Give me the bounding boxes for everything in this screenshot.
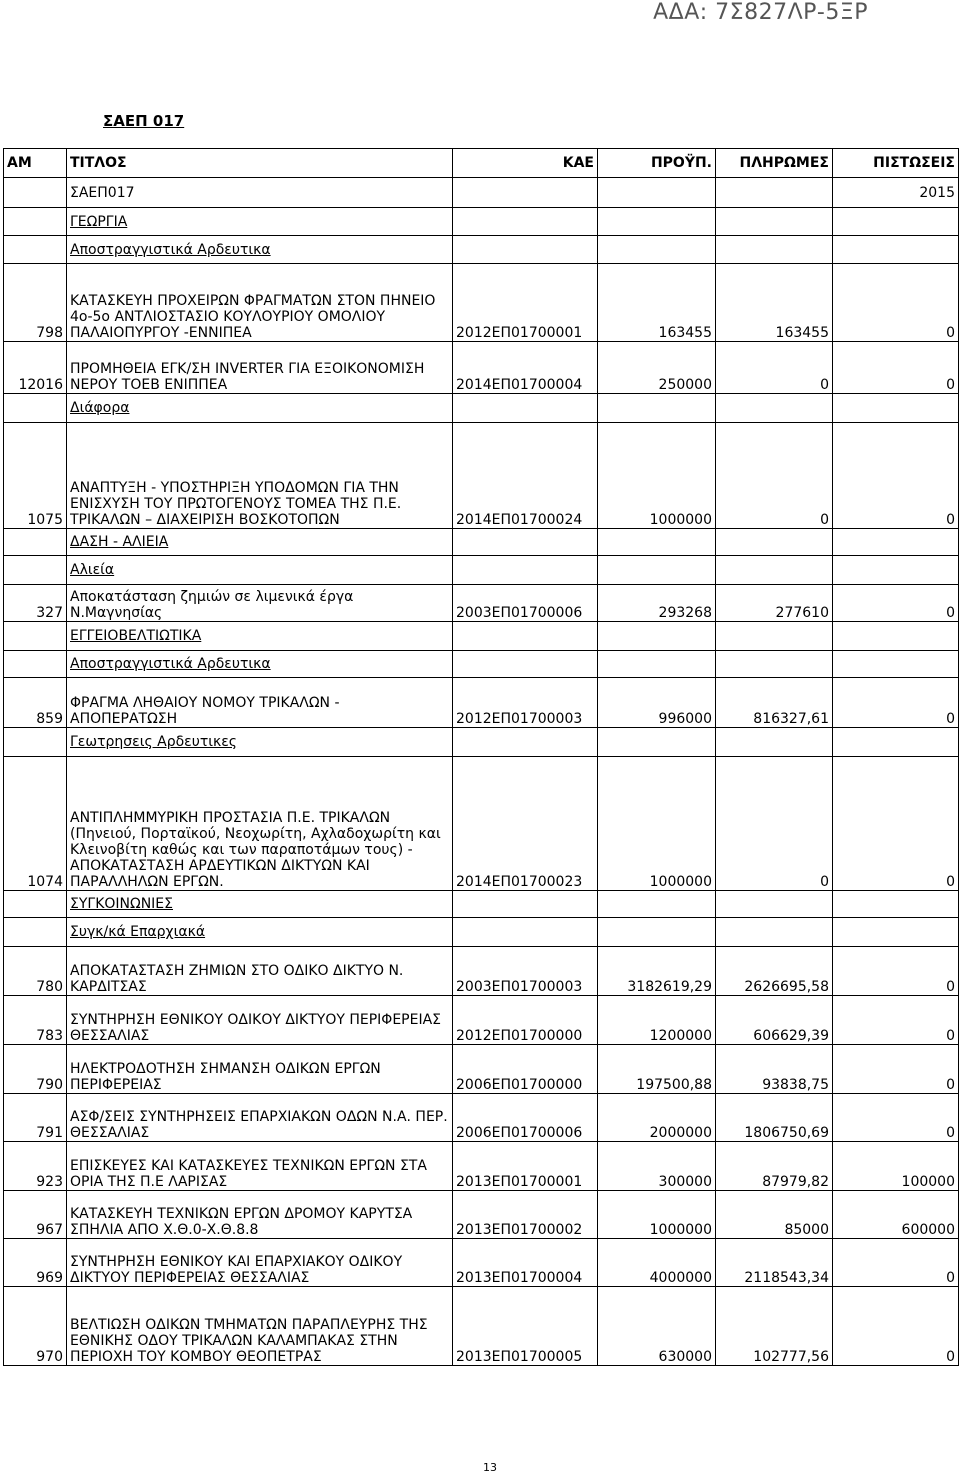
- row-kae: 2013ΕΠ01700005: [453, 1287, 598, 1366]
- row-am: 783: [4, 996, 67, 1045]
- row-credits: 0: [833, 342, 959, 394]
- row-credits: 0: [833, 1287, 959, 1366]
- row-title: ΑΝΤΙΠΛΗΜΜΥΡΙΚΗ ΠΡΟΣΤΑΣΙΑ Π.Ε. ΤΡΙΚΑΛΩΝ (Πηνειού, Πορταϊκού, Νεοχωρίτη, Αχλαδοχωρίτη και Κλεινοβίτη καθώς και των παραποτάμων τους) - ΑΠΟΚΑΤΑΣΤΑΣΗ ΑΡΔΕΥΤΙΚΩΝ ΔΙΚΤΥΩΝ ΚΑΙ ΠΑΡΑΛΛΗΛΩΝ ΕΡΓΩΝ.: [67, 757, 453, 891]
- row-kae: 2003ΕΠ01700006: [453, 585, 598, 622]
- row-kae: 2012ΕΠ01700000: [453, 996, 598, 1045]
- row-kae: 2014ΕΠ01700024: [453, 423, 598, 529]
- row-am: 790: [4, 1045, 67, 1094]
- row-title: Αποκατάσταση ζημιών σε λιμενικά έργα Ν.Μαγνησίας: [67, 585, 453, 622]
- category-label: [67, 651, 453, 678]
- category-text: Αποστραγγιστικά Αρδευτικα: [70, 656, 271, 672]
- row-budget: 3182619,29: [598, 947, 716, 996]
- row-budget: 1000000: [598, 1191, 716, 1239]
- table-row: [4, 757, 959, 891]
- category-row: [4, 208, 959, 236]
- group-name: ΣΑΕΠ017: [67, 178, 453, 208]
- row-credits: 0: [833, 423, 959, 529]
- row-budget: 197500,88: [598, 1045, 716, 1094]
- row-kae: 2003ΕΠ01700003: [453, 947, 598, 996]
- row-credits: 0: [833, 264, 959, 342]
- category-row: [4, 891, 959, 918]
- category-label: [67, 556, 453, 585]
- row-payments: 2626695,58: [716, 947, 833, 996]
- category-row: [4, 529, 959, 556]
- row-title: ΑΣΦ/ΣΕΙΣ ΣΥΝΤΗΡΗΣΕΙΣ ΕΠΑΡΧΙΑΚΩΝ ΟΔΩΝ Ν.Α. ΠΕΡ. ΘΕΣΣΑΛΙΑΣ: [67, 1094, 453, 1142]
- row-kae: 2012ΕΠ01700003: [453, 678, 598, 728]
- table-header-row: [4, 149, 959, 178]
- row-title: ΠΡΟΜΗΘΕΙΑ ΕΓΚ/ΣΗ INVERTER ΓΙΑ ΕΞΟΙΚΟΝΟΜΙΣΗ ΝΕΡΟΥ ΤΟΕΒ ΕΝΙΠΠΕΑ: [67, 342, 453, 394]
- row-payments: 1806750,69: [716, 1094, 833, 1142]
- row-credits: 0: [833, 996, 959, 1045]
- row-payments: 2118543,34: [716, 1239, 833, 1287]
- row-title: ΑΠΟΚΑΤΑΣΤΑΣΗ ΖΗΜΙΩΝ ΣΤΟ ΟΔΙΚΟ ΔΙΚΤΥΟ Ν. ΚΑΡΔΙΤΣΑΣ: [67, 947, 453, 996]
- table-row: [4, 423, 959, 529]
- row-payments: 163455: [716, 264, 833, 342]
- table-row: [4, 1191, 959, 1239]
- row-payments: 277610: [716, 585, 833, 622]
- row-budget: 293268: [598, 585, 716, 622]
- table-row: [4, 342, 959, 394]
- row-payments: 606629,39: [716, 996, 833, 1045]
- category-row: [4, 622, 959, 651]
- row-title: ΣΥΝΤΗΡΗΣΗ ΕΘΝΙΚΟΥ ΚΑΙ ΕΠΑΡΧΙΑΚΟΥ ΟΔΙΚΟΥ ΔΙΚΤΥΟΥ ΠΕΡΙΦΕΡΕΙΑΣ ΘΕΣΣΑΛΙΑΣ: [67, 1239, 453, 1287]
- table-row: [4, 1045, 959, 1094]
- row-title: ΑΝΑΠΤΥΞΗ - ΥΠΟΣΤΗΡΙΞΗ ΥΠΟΔΟΜΩΝ ΓΙΑ ΤΗΝ ΕΝΙΣΧΥΣΗ ΤΟΥ ΠΡΩΤΟΓΕΝΟΥΣ ΤΟΜΕΑ ΤΗΣ Π.Ε. ΤΡΙΚΑΛΩΝ – ΔΙΑΧΕΙΡΙΣΗ ΒΟΣΚΟΤΟΠΩΝ: [67, 423, 453, 529]
- row-budget: 300000: [598, 1142, 716, 1191]
- row-payments: 0: [716, 423, 833, 529]
- row-am: 859: [4, 678, 67, 728]
- row-budget: 630000: [598, 1287, 716, 1366]
- row-credits: 0: [833, 585, 959, 622]
- row-am: 923: [4, 1142, 67, 1191]
- row-credits: 0: [833, 947, 959, 996]
- table-row: [4, 947, 959, 996]
- table-body: [4, 178, 959, 1366]
- row-payments: 102777,56: [716, 1287, 833, 1366]
- row-am: 12016: [4, 342, 67, 394]
- row-budget: 1000000: [598, 757, 716, 891]
- row-title: ΣΥΝΤΗΡΗΣΗ ΕΘΝΙΚΟΥ ΟΔΙΚΟΥ ΔΙΚΤΥΟΥ ΠΕΡΙΦΕΡΕΙΑΣ ΘΕΣΣΑΛΙΑΣ: [67, 996, 453, 1045]
- section-title: ΣΑΕΠ 017: [103, 112, 185, 130]
- row-budget: 1200000: [598, 996, 716, 1045]
- category-label: [67, 918, 453, 947]
- row-am: 791: [4, 1094, 67, 1142]
- row-am: 327: [4, 585, 67, 622]
- table-row: [4, 264, 959, 342]
- col-budget: ΠΡΟΫΠ.: [598, 149, 716, 178]
- row-am: 970: [4, 1287, 67, 1366]
- row-kae: 2006ΕΠ01700006: [453, 1094, 598, 1142]
- row-credits: 100000: [833, 1142, 959, 1191]
- row-kae: 2014ΕΠ01700004: [453, 342, 598, 394]
- row-budget: 2000000: [598, 1094, 716, 1142]
- row-am: 1075: [4, 423, 67, 529]
- category-text: Γεωτρησεις Αρδευτικες: [70, 734, 238, 750]
- category-row: [4, 918, 959, 947]
- row-credits: 0: [833, 1094, 959, 1142]
- table-row: [4, 1287, 959, 1366]
- category-row: [4, 728, 959, 757]
- row-kae: 2013ΕΠ01700001: [453, 1142, 598, 1191]
- row-budget: 163455: [598, 264, 716, 342]
- table-row: [4, 678, 959, 728]
- ada-code: ΑΔΑ: 7Σ827ΛΡ-5ΞΡ: [653, 0, 868, 25]
- category-text: Συγκ/κά Επαρχιακά: [70, 924, 206, 940]
- category-row: [4, 236, 959, 264]
- category-text: Διάφορα: [70, 400, 130, 416]
- row-credits: 0: [833, 757, 959, 891]
- row-credits: 0: [833, 678, 959, 728]
- row-kae: 2006ΕΠ01700000: [453, 1045, 598, 1094]
- col-payments: ΠΛΗΡΩΜΕΣ: [716, 149, 833, 178]
- row-title: ΚΑΤΑΣΚΕΥΗ ΤΕΧΝΙΚΩΝ ΕΡΓΩΝ ΔΡΟΜΟΥ ΚΑΡΥΤΣΑ ΣΠΗΛΙΑ ΑΠΟ Χ.Θ.0-Χ.Θ.8.8: [67, 1191, 453, 1239]
- table-row: [4, 1142, 959, 1191]
- row-am: 969: [4, 1239, 67, 1287]
- col-credits: ΠΙΣΤΩΣΕΙΣ: [833, 149, 959, 178]
- category-row: [4, 394, 959, 423]
- row-payments: 87979,82: [716, 1142, 833, 1191]
- col-kae: ΚΑΕ: [453, 149, 598, 178]
- category-label: [67, 394, 453, 423]
- table-row: [4, 1239, 959, 1287]
- budget-table: [3, 148, 959, 1366]
- category-text: ΓΕΩΡΓΙΑ: [70, 213, 128, 230]
- category-label: [67, 208, 453, 236]
- row-kae: 2014ΕΠ01700023: [453, 757, 598, 891]
- category-label: [67, 529, 453, 556]
- category-label: [67, 236, 453, 264]
- row-title: ΦΡΑΓΜΑ ΛΗΘΑΙΟΥ ΝΟΜΟΥ ΤΡΙΚΑΛΩΝ - ΑΠΟΠΕΡΑΤΩΣΗ: [67, 678, 453, 728]
- row-payments: 0: [716, 342, 833, 394]
- category-row: [4, 556, 959, 585]
- row-credits: 600000: [833, 1191, 959, 1239]
- category-text: Αποστραγγιστικά Αρδευτικα: [70, 241, 271, 258]
- row-title: ΗΛΕΚΤΡΟΔΟΤΗΣΗ ΣΗΜΑΝΣΗ ΟΔΙΚΩΝ ΕΡΓΩΝ ΠΕΡΙΦΕΡΕΙΑΣ: [67, 1045, 453, 1094]
- group-year: 2015: [833, 178, 959, 208]
- row-am: 967: [4, 1191, 67, 1239]
- row-payments: 816327,61: [716, 678, 833, 728]
- group-row: [4, 178, 959, 208]
- row-am: 798: [4, 264, 67, 342]
- category-label: [67, 622, 453, 651]
- table-row: [4, 996, 959, 1045]
- category-text: ΔΑΣΗ - ΑΛΙΕΙΑ: [70, 534, 169, 550]
- category-text: Αλιεία: [70, 562, 115, 578]
- category-text: ΕΓΓΕΙΟΒΕΛΤΙΩΤΙΚΑ: [70, 628, 202, 644]
- row-am: 780: [4, 947, 67, 996]
- row-title: ΒΕΛΤΙΩΣΗ ΟΔΙΚΩΝ ΤΜΗΜΑΤΩΝ ΠΑΡΑΠΛΕΥΡΗΣ ΤΗΣ ΕΘΝΙΚΗΣ ΟΔΟΥ ΤΡΙΚΑΛΩΝ ΚΑΛΑΜΠΑΚΑΣ ΣΤΗΝ ΠΕΡΙΟΧΗ ΤΟΥ ΚΟΜΒΟΥ ΘΕΟΠΕΤΡΑΣ: [67, 1287, 453, 1366]
- row-kae: 2013ΕΠ01700004: [453, 1239, 598, 1287]
- row-credits: 0: [833, 1239, 959, 1287]
- col-title: ΤΙΤΛΟΣ: [67, 149, 453, 178]
- row-title: ΕΠΙΣΚΕΥΕΣ ΚΑΙ ΚΑΤΑΣΚΕΥΕΣ ΤΕΧΝΙΚΩΝ ΕΡΓΩΝ ΣΤΑ ΟΡΙΑ ΤΗΣ Π.Ε ΛΑΡΙΣΑΣ: [67, 1142, 453, 1191]
- row-payments: 85000: [716, 1191, 833, 1239]
- row-kae: 2013ΕΠ01700002: [453, 1191, 598, 1239]
- row-budget: 1000000: [598, 423, 716, 529]
- row-am: 1074: [4, 757, 67, 891]
- row-credits: 0: [833, 1045, 959, 1094]
- row-budget: 250000: [598, 342, 716, 394]
- category-label: [67, 728, 453, 757]
- row-payments: 0: [716, 757, 833, 891]
- table-row: [4, 1094, 959, 1142]
- row-title: ΚΑΤΑΣΚΕΥΗ ΠΡΟΧΕΙΡΩΝ ΦΡΑΓΜΑΤΩΝ ΣΤΟΝ ΠΗΝΕΙΟ 4ο-5ο ΑΝΤΛΙΟΣΤΑΣΙΟ ΚΟΥΛΟΥΡΙΟΥ ΟΜΟΛΙΟΥ ΠΑΛΑΙΟΠΥΡΓΟΥ -ΕΝΝΙΠΕΑ: [67, 264, 453, 342]
- page-number: 13: [483, 1461, 497, 1474]
- row-kae: 2012ΕΠ01700001: [453, 264, 598, 342]
- table-row: [4, 585, 959, 622]
- row-payments: 93838,75: [716, 1045, 833, 1094]
- row-budget: 4000000: [598, 1239, 716, 1287]
- row-budget: 996000: [598, 678, 716, 728]
- category-text: ΣΥΓΚΟΙΝΩΝΙΕΣ: [70, 896, 173, 912]
- category-row: [4, 651, 959, 678]
- col-am: ΑΜ: [4, 149, 67, 178]
- category-label: [67, 891, 453, 918]
